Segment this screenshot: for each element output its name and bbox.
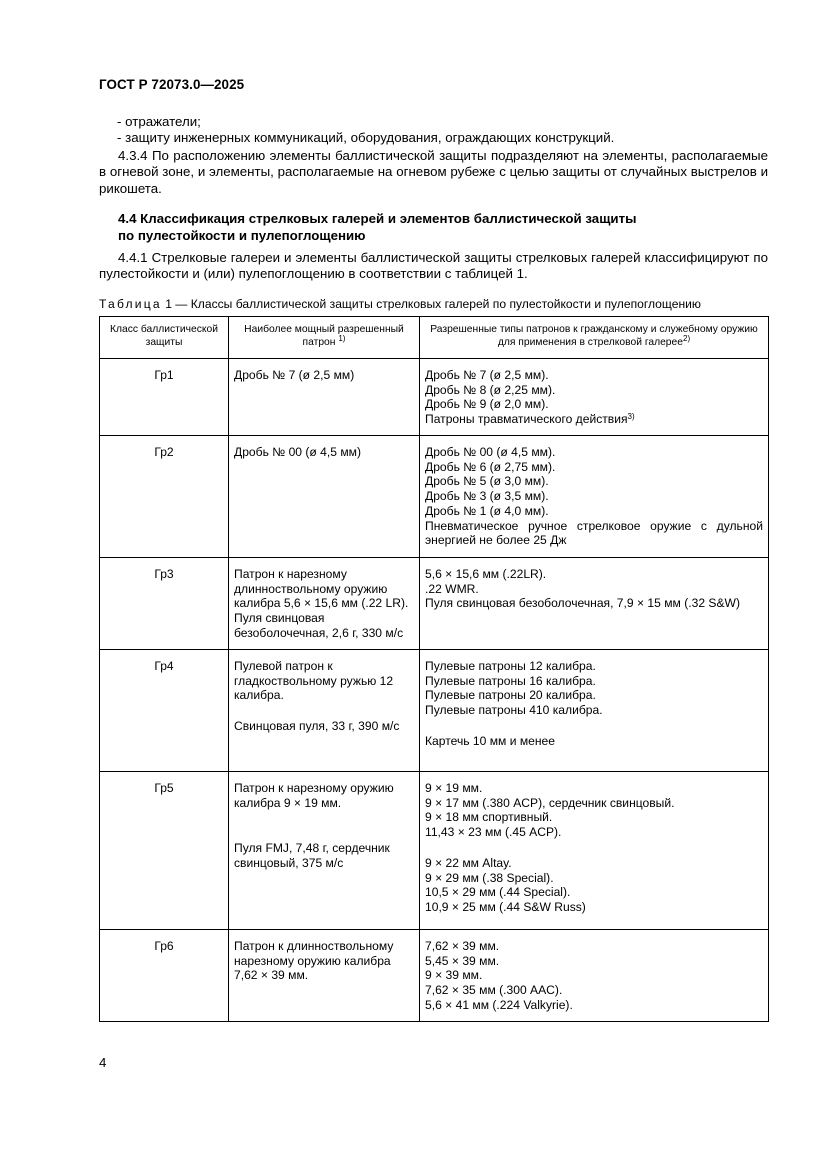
header-cartridge: Наиболее мощный разрешенный патрон $^{1)}$ [229,317,420,359]
header-class: Класс баллистической защиты [100,317,229,359]
page-number: 4 [99,1055,107,1070]
allowed-cell: 7,62 × 39 мм. 5,45 × 39 мм. 9 × 39 мм. 7,62 × 35 мм (.300 AAC). 5,6 × 41 мм (.224 Valkyrie). [420,930,769,1022]
cartridge-cell: Дробь № 7 (ø 2,5 мм) [229,359,420,436]
list-item: - защиту инженерных коммуникаций, оборудования, ограждающих конструкций. [117,130,615,146]
cartridge-cell: Патрон к длинноствольному нарезному оружию калибра 7,62 × 39 мм. [229,930,420,1022]
class-cell: Гр4 [100,650,229,772]
class-cell: Гр3 [100,558,229,650]
allowed-cell: Дробь № 7 (ø 2,5 мм). Дробь № 8 (ø 2,25 мм). Дробь № 9 (ø 2,0 мм). Патроны травматического действия$^{3)}$ [420,359,769,436]
header-allowed: Разрешенные типы патронов к гражданскому и служебному оружию для применения в стрелковой галерее$^{2)}$ [420,317,769,359]
list-block [99,114,768,147]
table-caption-label: Таблица [99,297,162,311]
section-heading-line: по пулестойкости и пулепоглощению [118,228,366,243]
paragraph-text: 4.4.1 Стрелковые галереи и элементы баллистической защиты стрелковых галерей классифицируют по пулестойкости и (или) пулепоглощению в соответствии с таблицей 1. [99,250,768,282]
class-cell: Гр6 [100,930,229,1022]
table-row [100,436,769,558]
table-row [100,650,769,772]
ballistic-classes-table [99,316,769,1022]
cartridge-cell: Дробь № 00 (ø 4,5 мм) [229,436,420,558]
allowed-cell: Пулевые патроны 12 калибра. Пулевые патроны 16 калибра. Пулевые патроны 20 калибра. Пулевые патроны 410 калибра. Картечь 10 мм и менее [420,650,769,772]
table-caption [99,297,768,312]
paragraph-4-4-1 [99,250,768,283]
document-header: ГОСТ Р 72073.0—2025 [99,77,245,92]
allowed-cell: Дробь № 00 (ø 4,5 мм). Дробь № 6 (ø 2,75 мм). Дробь № 5 (ø 3,0 мм). Дробь № 3 (ø 3,5 мм). Дробь № 1 (ø 4,0 мм). Пневматическое ручное стрелковое оружие с дульной энергией не более 25 Дж [420,436,769,558]
class-cell: Гр5 [100,772,229,930]
table-header-row [100,317,769,359]
table-row [100,359,769,436]
table-row [100,930,769,1022]
allowed-cell: 9 × 19 мм. 9 × 17 мм (.380 ACP), сердечник свинцовый. 9 × 18 мм спортивный. 11,43 × 23 мм (.45 ACP). 9 × 22 мм Altay. 9 × 29 мм (.38 Special). 10,5 × 29 мм (.44 Special). 10,9 × 25 мм (.44 S&W Russ) [420,772,769,930]
class-cell: Гр1 [100,359,229,436]
table-caption-text: 1 — Классы баллистической защиты стрелковых галерей по пулестойкости и пулепоглощению [165,297,701,311]
table-row [100,772,769,930]
list-item: - отражатели; [117,114,201,129]
class-cell: Гр2 [100,436,229,558]
allowed-cell: 5,6 × 15,6 мм (.22LR). .22 WMR. Пуля свинцовая безоболочечная, 7,9 × 15 мм (.32 S&W) [420,558,769,650]
cartridge-cell: Патрон к нарезному оружию калибра 9 × 19 мм. Пуля FMJ, 7,48 г, сердечник свинцовый, 375 м/с [229,772,420,930]
paragraph-4-3-4 [99,148,768,197]
cartridge-cell: Пулевой патрон к гладкоствольному ружью 12 калибра. Свинцовая пуля, 33 г, 390 м/с [229,650,420,772]
paragraph-text: 4.3.4 По расположению элементы баллистической защиты подразделяют на элементы, располагаемые в огневой зоне, и элементы, располагаемые на огневом рубеже с целью защиты от случайных выстрелов и рикошета. [99,148,768,196]
table-row [100,558,769,650]
cartridge-cell: Патрон к нарезному длинноствольному оружию калибра 5,6 × 15,6 мм (.22 LR). Пуля свинцовая безоболочечная, 2,6 г, 330 м/с [229,558,420,650]
section-heading-line: 4.4 Классификация стрелковых галерей и элементов баллистической защиты [118,211,637,226]
section-heading-4-4 [118,210,758,244]
